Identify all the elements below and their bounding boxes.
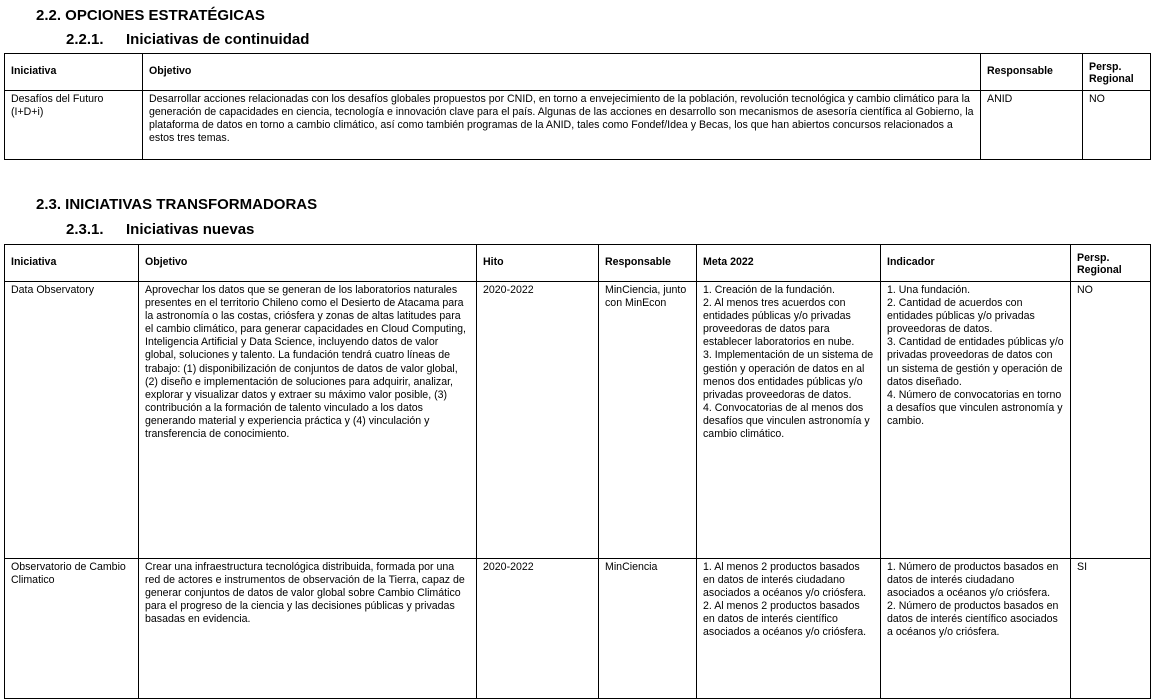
header-meta: Meta 2022 [697,245,881,282]
cell-iniciativa: Desafíos del Futuro (I+D+i) [5,91,143,160]
cell-hito: 2020-2022 [477,559,599,699]
cell-objetivo: Desarrollar acciones relacionadas con los desafíos globales propuestos por CNID, en torno a envejecimiento de la población, revolución tecnológica y cambio climático para la generación de capacidades en ciencia, tecnología e innovación clave para el país. Algunas de las acciones en desarrollo son mecanismos de asesoría científica al Gobierno, la plataforma de datos en torno a cambio climático, así como también programas de la ANID, tales como Fondef/Idea y Becas, los que han abiertos concursos relacionados a estos tres temas. [143,91,981,160]
cell-persp: NO [1083,91,1151,160]
header-objetivo: Objetivo [143,54,981,91]
cell-responsable: MinCiencia [599,559,697,699]
section-heading-opciones: 2.2. OPCIONES ESTRATÉGICAS [36,7,265,24]
cell-iniciativa: Data Observatory [5,282,139,559]
cell-indicador: 1. Número de productos basados en datos de interés ciudadano asociados a océanos y/o criósfera. 2. Número de productos basados en datos de interés científico asociados a océanos y/o criósfera. [881,559,1071,699]
header-persp-regional: Persp. Regional [1071,245,1151,282]
table-header-row [5,245,1151,282]
cell-indicador: 1. Una fundación. 2. Cantidad de acuerdos con entidades públicas y/o privadas proveedoras de datos. 3. Cantidad de entidades públicas y/o privadas proveedoras de datos con un sistema de gestión y operación de datos diseñado. 4. Número de convocatorias en torno a desafíos que vinculen astronomía y cambio. [881,282,1071,559]
table-row [5,282,1151,559]
header-iniciativa: Iniciativa [5,245,139,282]
subsection-number: 2.2.1. [66,31,104,48]
table-row [5,559,1151,699]
subsection-heading-nuevas [66,221,254,238]
subsection-number: 2.3.1. [66,221,104,238]
section-heading-transformadoras: 2.3. INICIATIVAS TRANSFORMADORAS [36,196,318,213]
cell-iniciativa: Observatorio de Cambio Climatico [5,559,139,699]
table-header-row [5,54,1151,91]
header-hito: Hito [477,245,599,282]
header-persp-regional: Persp. Regional [1083,54,1151,91]
cell-persp: SI [1071,559,1151,699]
cell-persp: NO [1071,282,1151,559]
continuity-table [4,53,1151,160]
header-indicador: Indicador [881,245,1071,282]
cell-objetivo: Aprovechar los datos que se generan de los laboratorios naturales presentes en el territorio Chileno como el Desierto de Atacama para la astronomía o las costas, criósfera y zonas de altas latitudes para el cambio climático, para generar capacidades en Cloud Computing, Inteligencia Artificial y Data Science, incluyendo datos de valor global, soluciones y talento. La fundación tendrá cuatro líneas de trabajo: (1) disponibilización de conjuntos de datos de valor global, (2) diseño e implementación de soluciones para adquirir, analizar, explorar y visualizar datos y extraer su máximo valor posible, (3) contribución a la formación de talento vinculado a los datos generando material y experiencia práctica y (4) vinculación y transferencia de conocimiento. [139,282,477,559]
subsection-title: Iniciativas de continuidad [126,31,310,48]
header-responsable: Responsable [981,54,1083,91]
cell-hito: 2020-2022 [477,282,599,559]
cell-meta: 1. Al menos 2 productos basados en datos de interés ciudadano asociados a océanos y/o criósfera. 2. Al menos 2 productos basados en datos de interés científico asociados a océanos y/o criósfera. [697,559,881,699]
header-iniciativa: Iniciativa [5,54,143,91]
cell-objetivo: Crear una infraestructura tecnológica distribuida, formada por una red de actores e instrumentos de observación de la Tierra, capaz de generar conjuntos de datos de valor global sobre Cambio Climático para el progreso de la ciencia y las decisiones públicas y privadas basadas en evidencia. [139,559,477,699]
subsection-heading-continuidad [66,31,309,48]
cell-meta: 1. Creación de la fundación. 2. Al menos tres acuerdos con entidades públicas y/o privadas proveedoras de datos para establecer laboratorios en nube. 3. Implementación de un sistema de gestión y operación de datos en al menos dos entidades públicas y/o privadas proveedoras de datos. 4. Convocatorias de al menos dos desafíos que vinculen astronomía y cambio climático. [697,282,881,559]
header-objetivo: Objetivo [139,245,477,282]
subsection-title: Iniciativas nuevas [126,221,255,238]
header-responsable: Responsable [599,245,697,282]
new-initiatives-table [4,244,1151,699]
table-row [5,91,1151,160]
cell-responsable: ANID [981,91,1083,160]
cell-responsable: MinCiencia, junto con MinEcon [599,282,697,559]
